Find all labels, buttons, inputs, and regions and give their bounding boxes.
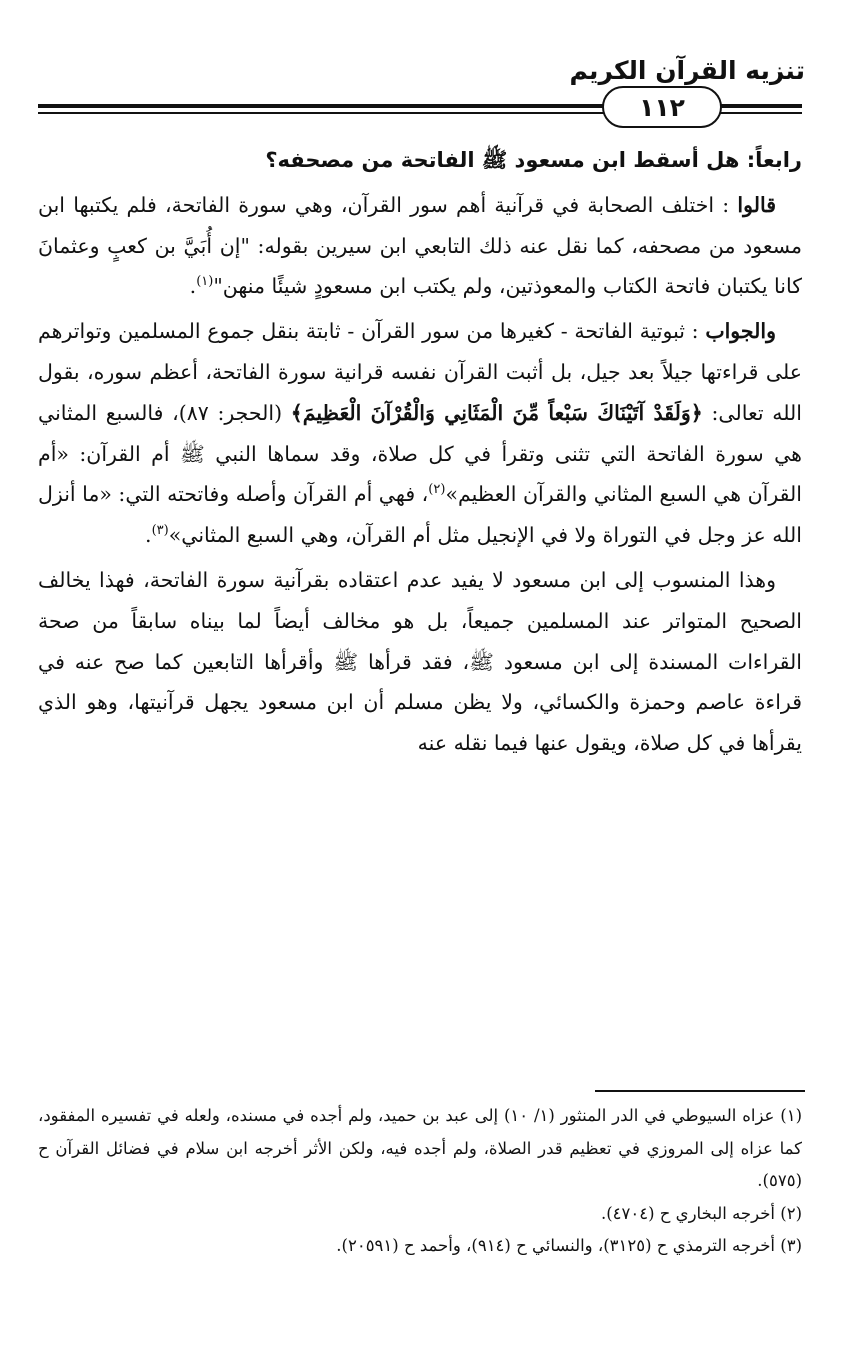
footnote-ref-3: (٣) (151, 523, 169, 539)
main-text (38, 140, 802, 768)
paragraph-answer (38, 311, 802, 556)
answer-text-c: ، فهي أم القرآن وأصله وفاتحته التي: «ما أنزل الله عز وجل في التوراة ولا في الإنجيل مثل أم القرآن، وهي السبع المثاني» (38, 482, 802, 548)
claim-text: : اختلف الصحابة في قرآنية أهم سور القرآن، وهي سورة الفاتحة، فلم يكتبها ابن مسعود من مصحفه، كما نقل عنه ذلك التابعي ابن سيرين بقوله: "إن أُبَيَّ بن كعبٍ وعثمانَ كانا يكتبان فاتحة الكتاب والمعوذتين، ولم يكتب ابن مسعودٍ شيئًا منهن" (38, 192, 802, 299)
footnote-3: (٣) أخرجه الترمذي ح (٣١٢٥)، والنسائي ح (٩١٤)، وأحمد ح (٢٠٥٩١). (336, 1236, 802, 1255)
footnote-ref-1: (١) (196, 274, 214, 290)
answer-end: . (145, 523, 152, 548)
footnote-2: (٢) أخرجه البخاري ح (٤٧٠٤). (600, 1203, 802, 1223)
footnote-ref-2: (٢) (428, 482, 446, 498)
footnote-separator (595, 1090, 805, 1092)
claim-end: . (189, 274, 197, 299)
page-number-badge: ١١٢ (602, 86, 722, 128)
answer-lead-word: والجواب (705, 319, 776, 344)
paragraph-rebuttal: وهذا المنسوب إلى ابن مسعود لا يفيد عدم اعتقاده بقرآنية سورة الفاتحة، فهذا يخالف الصحيح المتواتر عند المسلمين جميعاً، بل هو مخالف أيضاً لما بيناه سابقاً من صحة القراءات المسندة إلى ابن مسعود ﷺ، فقد قرأها ﷺ وأقرأها التابعين كما صح عنه في قراءة عاصم وحمزة والكسائي، ولا يظن مسلم أن ابن مسعود يجهل قرآنيتها، وهو الذي يقرأها في كل صلاة، ويقول عنها فيما نقله عنه (38, 567, 802, 756)
section-heading: رابعاً: هل أسقط ابن مسعود ﷺ الفاتحة من مصحفه؟ (265, 148, 802, 172)
running-header-title: تنزيه القرآن الكريم (569, 56, 805, 85)
footnotes (38, 1100, 802, 1263)
quran-verse: ﴿وَلَقَدْ آتَيْنَاكَ سَبْعاً مِّنَ الْمَثَانِي وَالْقُرْآنَ الْعَظِيمَ﴾ (290, 400, 703, 425)
answer-text-a: : ثبوتية الفاتحة - كغيرها من سور القرآن - ثابتة بنقل جموع المسلمين وتواترهم على قراءتها جيلاً بعد جيل، بل أثبت القرآن نفسه قرانية سورة الفاتحة، أعظم سوره، بقول الله تعالى: (38, 319, 802, 425)
claim-lead-word: قالوا (737, 192, 776, 217)
answer-text-b: (الحجر: ٨٧)، فالسبع المثاني هي سورة الفاتحة التي تثنى وتقرأ في كل صلاة، وقد سماها النبي ﷺ أم القرآن: «أم القرآن هي السبع المثاني والقرآن العظيم» (38, 400, 802, 507)
paragraph-claim (38, 185, 802, 307)
footnote-1: (١) عزاه السيوطي في الدر المنثور (١/ ١٠) إلى عبد بن حميد، ولم أجده في مسنده، ولعله في تفسيره المفقود، كما عزاه إلى المروزي في تعظيم قدر الصلاة، ولم أجده فيه، ولكن الأثر أخرجه ابن سلام في فضائل القرآن ح (٥٧٥). (38, 1106, 802, 1190)
